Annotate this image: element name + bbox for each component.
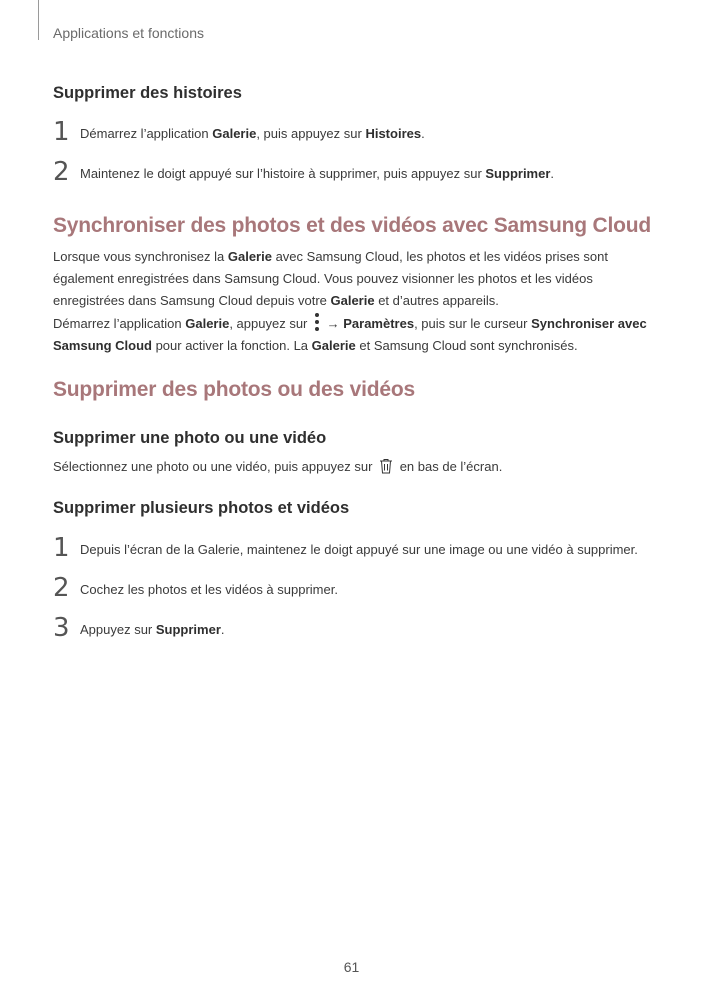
step-text: Démarrez l’application Galerie, puis appuyez sur Histoires. [80, 126, 425, 141]
step-number: 1 [53, 117, 70, 147]
delete-single-text: Sélectionnez une photo ou une vidéo, puis appuyez sur en bas de l’écran. [53, 456, 653, 481]
trash-icon [379, 458, 393, 481]
delete-single-title: Supprimer une photo ou une vidéo [53, 429, 327, 447]
step-number: 2 [53, 573, 70, 603]
sync-section-title: Synchroniser des photos et des vidéos avec Samsung Cloud [53, 214, 651, 237]
section-header: Applications et fonctions [53, 25, 204, 41]
step-text: Depuis l’écran de la Galerie, maintenez le doigt appuyé sur une image ou une vidéo à supprimer. [80, 542, 638, 557]
delete-section-title: Supprimer des photos ou des vidéos [53, 378, 415, 401]
step-text: Appuyez sur Supprimer. [80, 622, 225, 637]
step-text: Maintenez le doigt appuyé sur l’histoire à supprimer, puis appuyez sur Supprimer. [80, 166, 555, 181]
sync-paragraph-1: Lorsque vous synchronisez la Galerie avec Samsung Cloud, les photos et les vidéos prises sont également enregistrées dans Samsung Cloud. Vous pouvez visionner les photos et les vidéos enregistrées dans Samsung Cloud depuis votre Galerie et d’autres appareils. [53, 249, 608, 308]
step-number: 2 [53, 157, 70, 187]
step-text: Cochez les photos et les vidéos à supprimer. [80, 582, 338, 597]
step-number: 1 [53, 533, 70, 563]
sync-paragraph-2: Démarrez l’application Galerie, appuyez sur → Paramètres, puis sur le curseur Synchroniser avec Samsung Cloud pour activer la fonction. La Galerie et Samsung Cloud sont synchronisés. [53, 312, 653, 357]
step-number: 3 [53, 613, 70, 643]
page-number: 61 [343, 959, 360, 975]
header-rule [38, 0, 39, 40]
delete-multiple-title: Supprimer plusieurs photos et vidéos [53, 499, 350, 517]
delete-stories-title: Supprimer des histoires [53, 84, 242, 102]
more-options-icon [313, 312, 321, 332]
